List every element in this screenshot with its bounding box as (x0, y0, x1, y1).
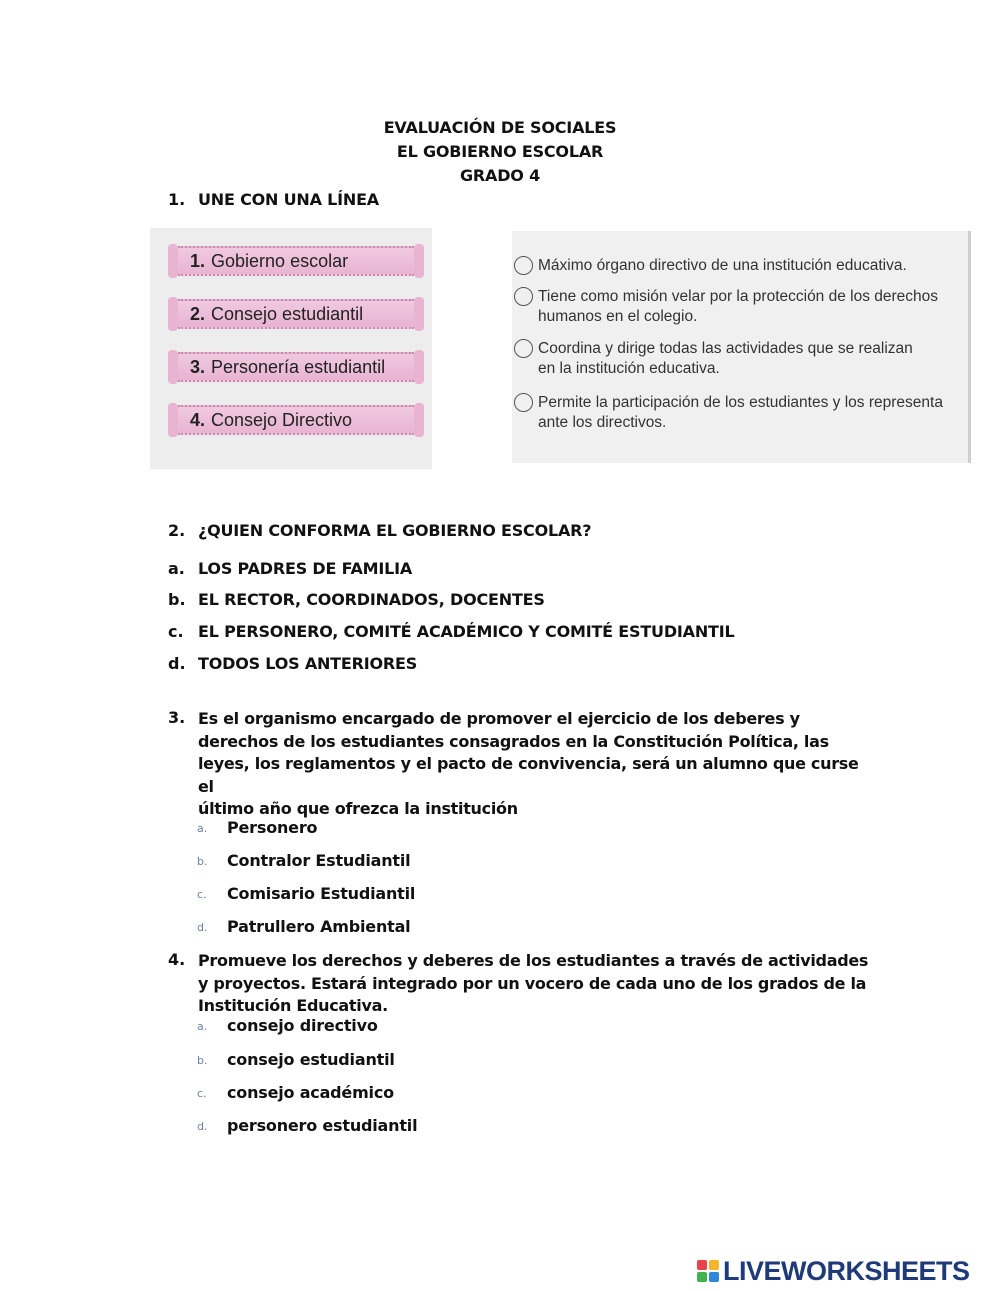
q4-number: 4. (168, 950, 186, 969)
match-item-label: Gobierno escolar (211, 250, 349, 271)
q3-line: derechos de los estudiantes consagrados en la Constitución Política, las (198, 731, 829, 751)
q3-line: Es el organismo encargado de promover el ejercicio de los deberes y (198, 709, 800, 728)
title-line-1: EVALUACIÓN DE SOCIALES (383, 118, 617, 137)
radio-circle-icon[interactable] (514, 256, 533, 275)
radio-circle-icon[interactable] (514, 393, 533, 412)
logo-text: LIVEWORKSHEETS (723, 1255, 970, 1286)
q4-option-letter: a. (197, 1020, 208, 1033)
match-option-text: en la institución educativa. (538, 360, 720, 377)
q2-number: 2. (168, 521, 186, 540)
q2-option-letter: b. (168, 590, 186, 609)
match-option-text: humanos en el colegio. (538, 308, 698, 325)
q4-line: Promueve los derechos y deberes de los estudiantes a través de actividades (198, 951, 869, 970)
q4-text (198, 950, 878, 1018)
q3-option-letter: c. (197, 888, 207, 901)
match-option-text: ante los directivos. (538, 414, 667, 431)
title-line-2: EL GOBIERNO ESCOLAR (396, 142, 604, 161)
q4-option-a[interactable]: consejo directivo (227, 1016, 378, 1035)
match-option-text: Coordina y dirige todas las actividades que se realizan (538, 340, 913, 357)
q4-option-letter: b. (197, 1054, 208, 1067)
q3-text (198, 708, 878, 821)
q2-option-d[interactable]: TODOS LOS ANTERIORES (198, 654, 418, 673)
match-item-label: Personería estudiantil (211, 356, 386, 377)
radio-circle-icon[interactable] (514, 339, 533, 358)
match-item-label: Consejo Directivo (211, 409, 353, 430)
match-item-number: 2. (190, 303, 206, 324)
q3-option-a[interactable]: Personero (227, 818, 318, 837)
q1-number: 1. (168, 190, 186, 209)
q2-option-letter: a. (168, 559, 185, 578)
q2-option-a[interactable]: LOS PADRES DE FAMILIA (198, 559, 413, 578)
liveworksheets-logo (697, 1256, 970, 1286)
title-line-3: GRADO 4 (459, 166, 541, 185)
q3-option-d[interactable]: Patrullero Ambiental (227, 917, 411, 936)
logo-icon (697, 1260, 719, 1282)
q4-option-b[interactable]: consejo estudiantil (227, 1050, 395, 1069)
q3-line: último año que ofrezca la institución (198, 799, 518, 818)
q3-option-c[interactable]: Comisario Estudiantil (227, 884, 416, 903)
radio-circle-icon[interactable] (514, 287, 533, 306)
q3-number: 3. (168, 708, 186, 727)
q2-text: ¿QUIEN CONFORMA EL GOBIERNO ESCOLAR? (198, 521, 592, 540)
q4-option-letter: c. (197, 1087, 207, 1100)
q1-text: UNE CON UNA LÍNEA (198, 190, 379, 209)
q3-line: leyes, los reglamentos y el pacto de convivencia, será un alumno que curse el (198, 754, 859, 796)
q4-line: Institución Educativa. (198, 996, 388, 1015)
q3-option-b[interactable]: Contralor Estudiantil (227, 851, 411, 870)
q3-option-letter: d. (197, 921, 208, 934)
match-item-3[interactable] (178, 352, 414, 382)
q4-line: y proyectos. Estará integrado por un vocero de cada uno de los grados de la (198, 973, 867, 993)
q3-option-letter: a. (197, 822, 208, 835)
matching-right-panel (512, 231, 971, 463)
q2-option-b[interactable]: EL RECTOR, COORDINADOS, DOCENTES (198, 590, 545, 609)
q4-option-letter: d. (197, 1120, 208, 1133)
match-item-number: 1. (190, 250, 206, 271)
match-option-text: Permite la participación de los estudiantes y los representa (538, 394, 943, 411)
match-item-4[interactable] (178, 405, 414, 435)
match-item-number: 3. (190, 356, 206, 377)
q4-option-d[interactable]: personero estudiantil (227, 1116, 418, 1135)
q2-option-letter: d. (168, 654, 186, 673)
matching-left-panel (150, 228, 432, 469)
q2-option-letter: c. (168, 622, 184, 641)
q2-option-c[interactable]: EL PERSONERO, COMITÉ ACADÉMICO Y COMITÉ ESTUDIANTIL (198, 622, 735, 641)
match-item-number: 4. (190, 409, 206, 430)
match-item-1[interactable] (178, 246, 414, 276)
match-item-2[interactable] (178, 299, 414, 329)
match-option-text: Máximo órgano directivo de una institución educativa. (538, 257, 907, 274)
match-item-label: Consejo estudiantil (211, 303, 364, 324)
match-option-text: Tiene como misión velar por la protección de los derechos (538, 288, 939, 305)
q3-option-letter: b. (197, 855, 208, 868)
q4-option-c[interactable]: consejo académico (227, 1083, 394, 1102)
